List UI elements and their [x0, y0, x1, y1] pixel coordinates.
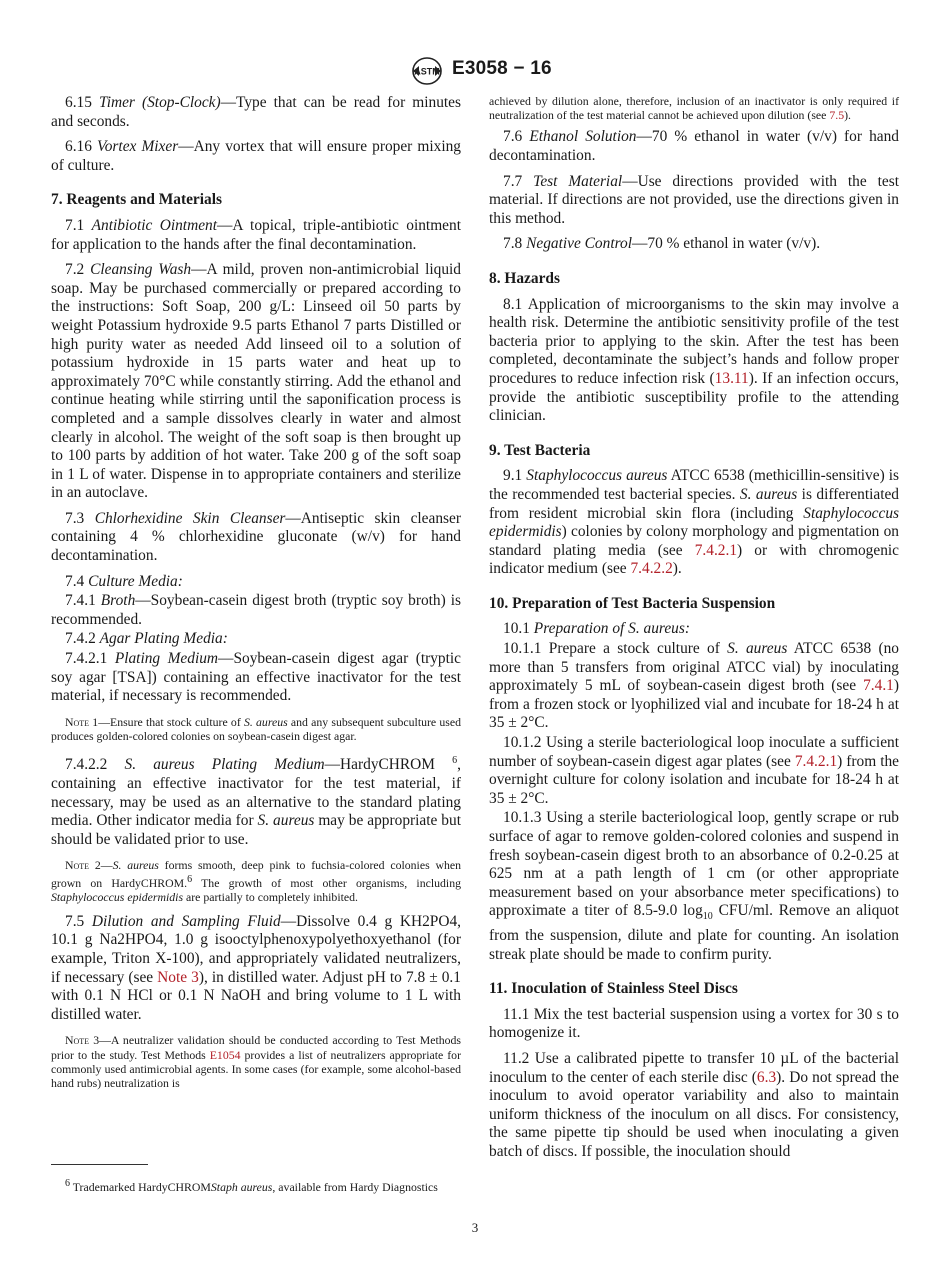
astm-logo-icon — [409, 56, 445, 86]
heading-section-10: 10. Preparation of Test Bacteria Suspension — [489, 594, 776, 612]
left-column — [51, 94, 461, 1099]
section-7-6: 7.6 Ethanol Solution—70 % ethanol in water (v/v) for hand decontamination. — [489, 128, 900, 164]
heading-section-9: 9. Test Bacteria — [489, 441, 591, 459]
heading-section-11: 11. Inoculation of Stainless Steel Discs — [489, 980, 738, 998]
section-7-3: 7.3 Chlorhexidine Skin Cleanser—Antiseptic skin cleanser containing 4 % chlorhexidine gluconate (w/v) for hand decontamination. — [51, 509, 461, 565]
note-1: Note 1—Ensure that stock culture of S. aureus and any subsequent subculture used produces golden-colored colonies on soybean-casein digest agar. — [51, 714, 461, 744]
link-7-4-2-1-b[interactable]: 7.4.2.1 — [794, 752, 838, 770]
section-10-1-3: 10.1.3 Using a sterile bacteriological loop, gently scrape or rub surface of agar to remove golden-colored colonies and suspend in fresh soybean-casein digest broth to an absorbance of 0.2-0.25 at 625 nm at a path length of 1 cm (or other appropriate measurement based on your absorbance meter specifications) to approximate a titer of 8.5-9.0 $\log_{10} CFU/ml$. Remove an aliquot from the suspension, dilute and plate for counting. An isolation streak plate should be made to confirm purity. — [489, 809, 899, 963]
section-7-2: 7.2 Cleansing Wash—A mild, proven non-antimicrobial liquid soap. May be purchased commercially or prepared according to the instructions: Soft Soap, 200 g/L: Linseed oil 50 parts by weight Potassium hydroxide 9.5 parts Ethanol 7 parts Distilled or high purity water as needed Add linseed oil to a solution of potassium hydroxide in 15 parts water and heat up to approximately 70°C while constantly stirring. Add the ethanol and continue heating while stirring until the saponification process is completed and a sample dissolves clearly in water and almost clearly in alcohol. The weight of the soft soap is then brought up to 100 parts by addition of hot water. Take 200 g of the soft soap in 1 L of water. Dispense in to appropriate containers and sterilize in an autoclave. — [51, 261, 462, 502]
section-9-1: 9.1 Staphylococcus aureus ATCC 6538 (methicillin-sensitive) is the recommended test bacterial species. S. aureus is differentiated from resident microbial skin flora (including Staphylococcus epidermidis) colonies by colony morphology and pigmentation on standard plating media (see 7.4.2.1) or with chromogenic indicator medium (see 7.4.2.2). — [489, 467, 900, 578]
note-2: Note 2—S. aureus forms smooth, deep pink to fuchsia-colored colonies when grown on HardyCHROM.$^6$ The growth of most other organisms, including Staphylococcus epidermidis are partially to completely inhibited. — [51, 858, 461, 904]
footnote-divider — [51, 1164, 148, 1165]
section-11-1: 11.1 Mix the test bacterial suspension using a vortex for 30 s to homogenize it. — [489, 1005, 899, 1042]
section-7-4: 7.4 Culture Media: — [65, 572, 183, 590]
link-6-3[interactable]: 6.3 — [756, 1068, 777, 1086]
document-designation: E3058 − 16 — [452, 58, 552, 79]
note-3: Note 3—A neutralizer validation should be conducted according to Test Methods prior to the study. Test Methods E1054 provides a list of neutralizers appropriate for commonly used antimicrobial agents. In some cases (for example, some alcohol-based hand rubs) neutralization is — [51, 1033, 462, 1091]
link-7-4-2-1[interactable]: 7.4.2.1 — [694, 541, 738, 559]
svg-text:ASTM: ASTM — [414, 66, 440, 77]
link-note-3[interactable]: Note 3 — [157, 968, 199, 986]
section-7-4-2-2: 7.4.2.2 S. aureus Plating Medium—HardyCHROM $^6$, containing an effective inactivator for the test material, if necessary, may be used as an alternative to the standard plating media. Other indicator media for S. aureus may be appropriate but should be validated prior to use. — [51, 755, 461, 848]
page-header — [0, 56, 950, 86]
note-3-continued: achieved by dilution alone, therefore, inclusion of an inactivator is only required if neutralization of the test material cannot be achieved upon dilution (see 7.5). — [489, 94, 899, 123]
heading-section-8: 8. Hazards — [489, 269, 560, 287]
section-11-2: 11.2 Use a calibrated pipette to transfer 10 µL of the bacterial inoculum to the center of each sterile disc (6.3). Do not spread the inoculum to avoid operator variability and also to maintain uniform thickness of the inoculum on all discs. For consistency, the same pipette tip should be used when inoculating a given batch of discs. If possible, the inoculation should — [489, 1050, 900, 1160]
section-6-15: 6.15 Timer (Stop-Clock)—Type that can be read for minutes and seconds. — [51, 94, 462, 130]
link-7-5[interactable]: 7.5 — [829, 108, 845, 123]
section-8-1: 8.1 Application of microorganisms to the skin may involve a health risk. Determine the antibiotic sensitivity profile of the test bacteria prior to applying to the skin. After the test has been completed, decontaminate the subject’s hands and follow proper procedures to reduce infection risk (13.11). If an infection occurs, provide the antibiotic susceptibility profile to the attending clinician. — [489, 295, 900, 425]
right-column — [489, 94, 899, 1169]
link-7-4-2-2[interactable]: 7.4.2.2 — [630, 560, 673, 578]
link-7-4-1[interactable]: 7.4.1 — [863, 677, 894, 695]
section-7-4-1: 7.4.1 Broth—Soybean-casein digest broth (tryptic soy broth) is recommended. — [51, 592, 461, 628]
section-7-1: 7.1 Antibiotic Ointment—A topical, triple-antibiotic ointment for application to the hands after the final decontamination. — [51, 216, 461, 253]
link-e1054[interactable]: E1054 — [209, 1047, 241, 1062]
page-number: 3 — [471, 1220, 479, 1235]
section-10-1-1: 10.1.1 Prepare a stock culture of S. aureus ATCC 6538 (no more than 5 transfers from original ATCC vial) by inoculating approximately 5 mL of soybean-casein digest broth (see 7.4.1) from a frozen stock or lyophilized vial and incubate for 18-24 h at 35 ± 2°C. — [489, 640, 899, 732]
section-10-1-2: 10.1.2 Using a sterile bacteriological loop inoculate a sufficient number of soybean-casein digest agar plates (see 7.4.2.1) from the overnight culture for colony isolation and incubate for 18-24 h at 35 ± 2°C. — [489, 734, 899, 807]
section-7-7: 7.7 Test Material—Use directions provided with the test material. If directions are not provided, use the directions given in this method. — [489, 172, 899, 227]
section-7-8: 7.8 Negative Control—70 % ethanol in water (v/v). — [503, 235, 821, 253]
footnote-6: $^6$ Trademarked HardyCHROMStaph aureus, available from Hardy Diagnostics — [65, 1178, 438, 1194]
section-6-16: 6.16 Vortex Mixer—Any vortex that will ensure proper mixing of culture. — [51, 138, 461, 174]
section-7-5: 7.5 Dilution and Sampling Fluid—Dissolve 0.4 g KH2PO4, 10.1 g Na2HPO4, 1.0 g isooctylphenoxypolyethoxyethanol (for example, Triton X-100), and appropriately validated neutralizers, if necessary (see Note 3), in distilled water. Adjust pH to 7.8 ± 0.1 with 0.1 N HCl or 0.1 N NaOH and bring volume to 1 L with distilled water. — [51, 912, 461, 1023]
section-7-4-2: 7.4.2 Agar Plating Media: — [65, 630, 228, 648]
section-10-1: 10.1 Preparation of S. aureus: — [503, 620, 690, 638]
link-13-11[interactable]: 13.11 — [714, 369, 749, 387]
heading-section-7: 7. Reagents and Materials — [51, 191, 222, 209]
section-7-4-2-1: 7.4.2.1 Plating Medium—Soybean-casein digest agar (tryptic soy agar [TSA]) containing an effective inactivator for the test material, if necessary is recommended. — [51, 650, 461, 705]
